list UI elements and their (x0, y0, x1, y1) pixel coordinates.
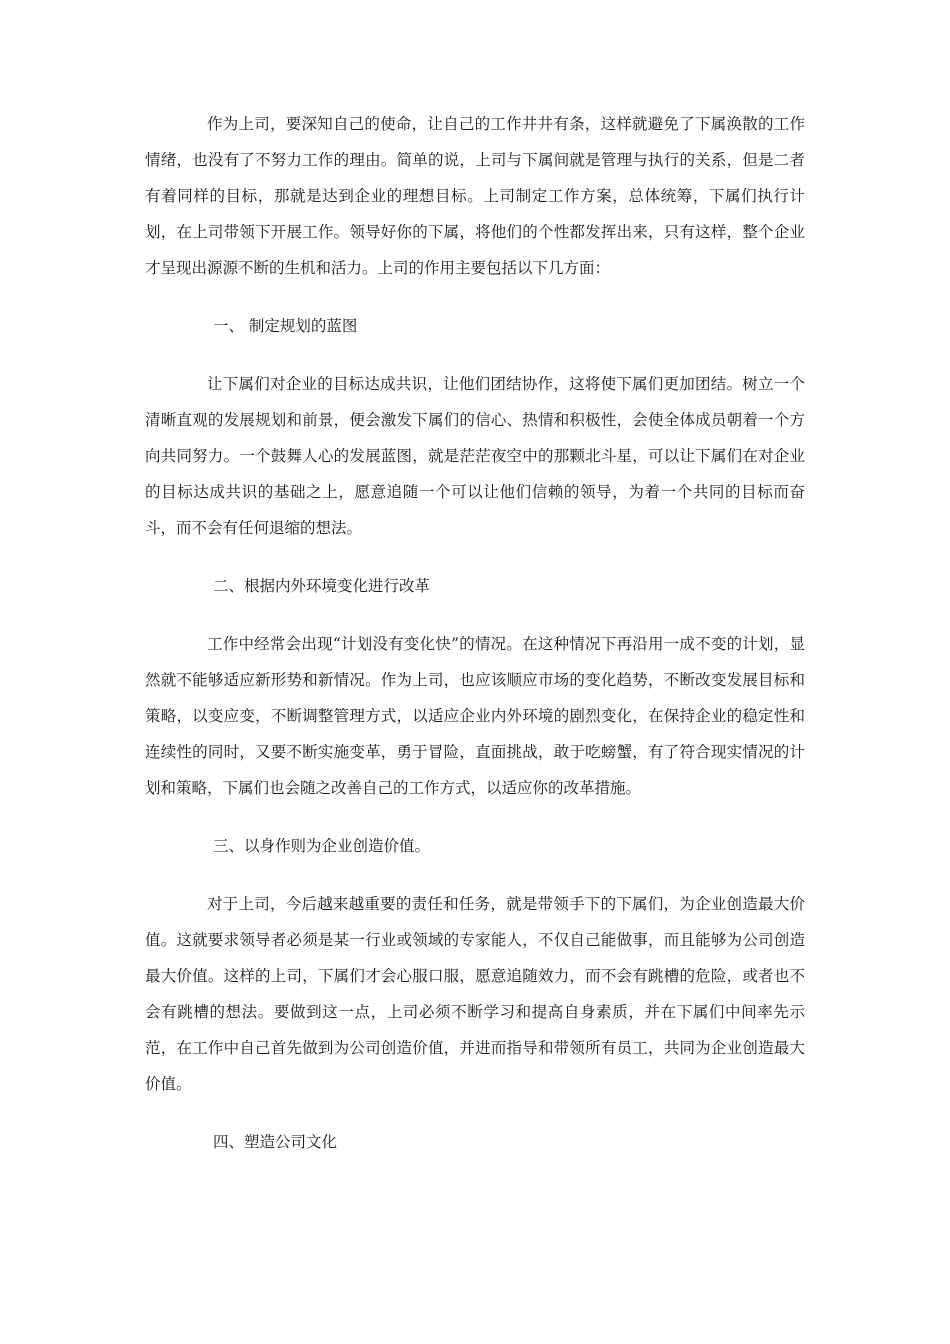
intro-paragraph: 作为上司，要深知自己的使命，让自己的工作井井有条，这样就避免了下属涣散的工作情绪，也没有了不努力工作的理由。简单的说，上司与下属间就是管理与执行的关系，但是二者有着同样的目标，那就是达到企业的理想目标。上司制定工作方案，总体统筹，下属们执行计划，在上司带领下开展工作。领导好你的下属，将他们的个性都发挥出来，只有这样，整个企业才呈现出源源不断的生机和活力。上司的作用主要包括以下几方面： (145, 115, 805, 277)
section-body-3: 对于上司，今后越来越重要的责任和任务，就是带领手下的下属们，为企业创造最大价值。这就要求领导者必须是某一行业或领域的专家能人，不仅自己能做事，而且能够为公司创造最大价值。这样的上司，下属们才会心服口服，愿意追随效力，而不会有跳槽的危险，或者也不会有跳槽的想法。要做到这一点，上司必须不断学习和提高自身素质，并在下属们中间率先示范，在工作中自己首先做到为公司创造价值，并进而指导和带领所有员工，共同为企业创造最大价值。 (145, 895, 805, 1093)
spacer (145, 546, 805, 568)
spacer (145, 864, 805, 886)
spacer (145, 286, 805, 308)
spacer (145, 1102, 805, 1124)
section-heading-4: 四、塑造公司文化 (213, 1133, 338, 1151)
document-body (145, 106, 805, 1160)
spacer (145, 344, 805, 366)
section-heading-3: 三、以身作则为企业创造价值。 (213, 837, 431, 855)
spacer (145, 604, 805, 626)
section-heading-1: 一、 制定规划的蓝图 (213, 317, 358, 335)
section-body-2: 工作中经常会出现“计划没有变化快”的情况。在这种情况下再沿用一成不变的计划，显然就不能够适应新形势和新情况。作为上司，也应该顺应市场的变化趋势，不断改变发展目标和策略，以变应变，不断调整管理方式，以适应企业内外环境的剧烈变化，在保持企业的稳定性和连续性的同时，又要不断实施变革，勇于冒险，直面挑战，敢于吃螃蟹，有了符合现实情况的计划和策略，下属们也会随之改善自己的工作方式，以适应你的改革措施。 (145, 635, 805, 797)
section-body-1: 让下属们对企业的目标达成共识，让他们团结协作，这将使下属们更加团结。树立一个清晰直观的发展规划和前景，便会激发下属们的信心、热情和积极性，会使全体成员朝着一个方向共同努力。一个鼓舞人心的发展蓝图，就是茫茫夜空中的那颗北斗星，可以让下属们在对企业的目标达成共识的基础之上，愿意追随一个可以让他们信赖的领导，为着一个共同的目标而奋斗，而不会有任何退缩的想法。 (145, 375, 805, 537)
section-heading-2: 二、根据内外环境变化进行改革 (213, 577, 431, 595)
spacer (145, 806, 805, 828)
